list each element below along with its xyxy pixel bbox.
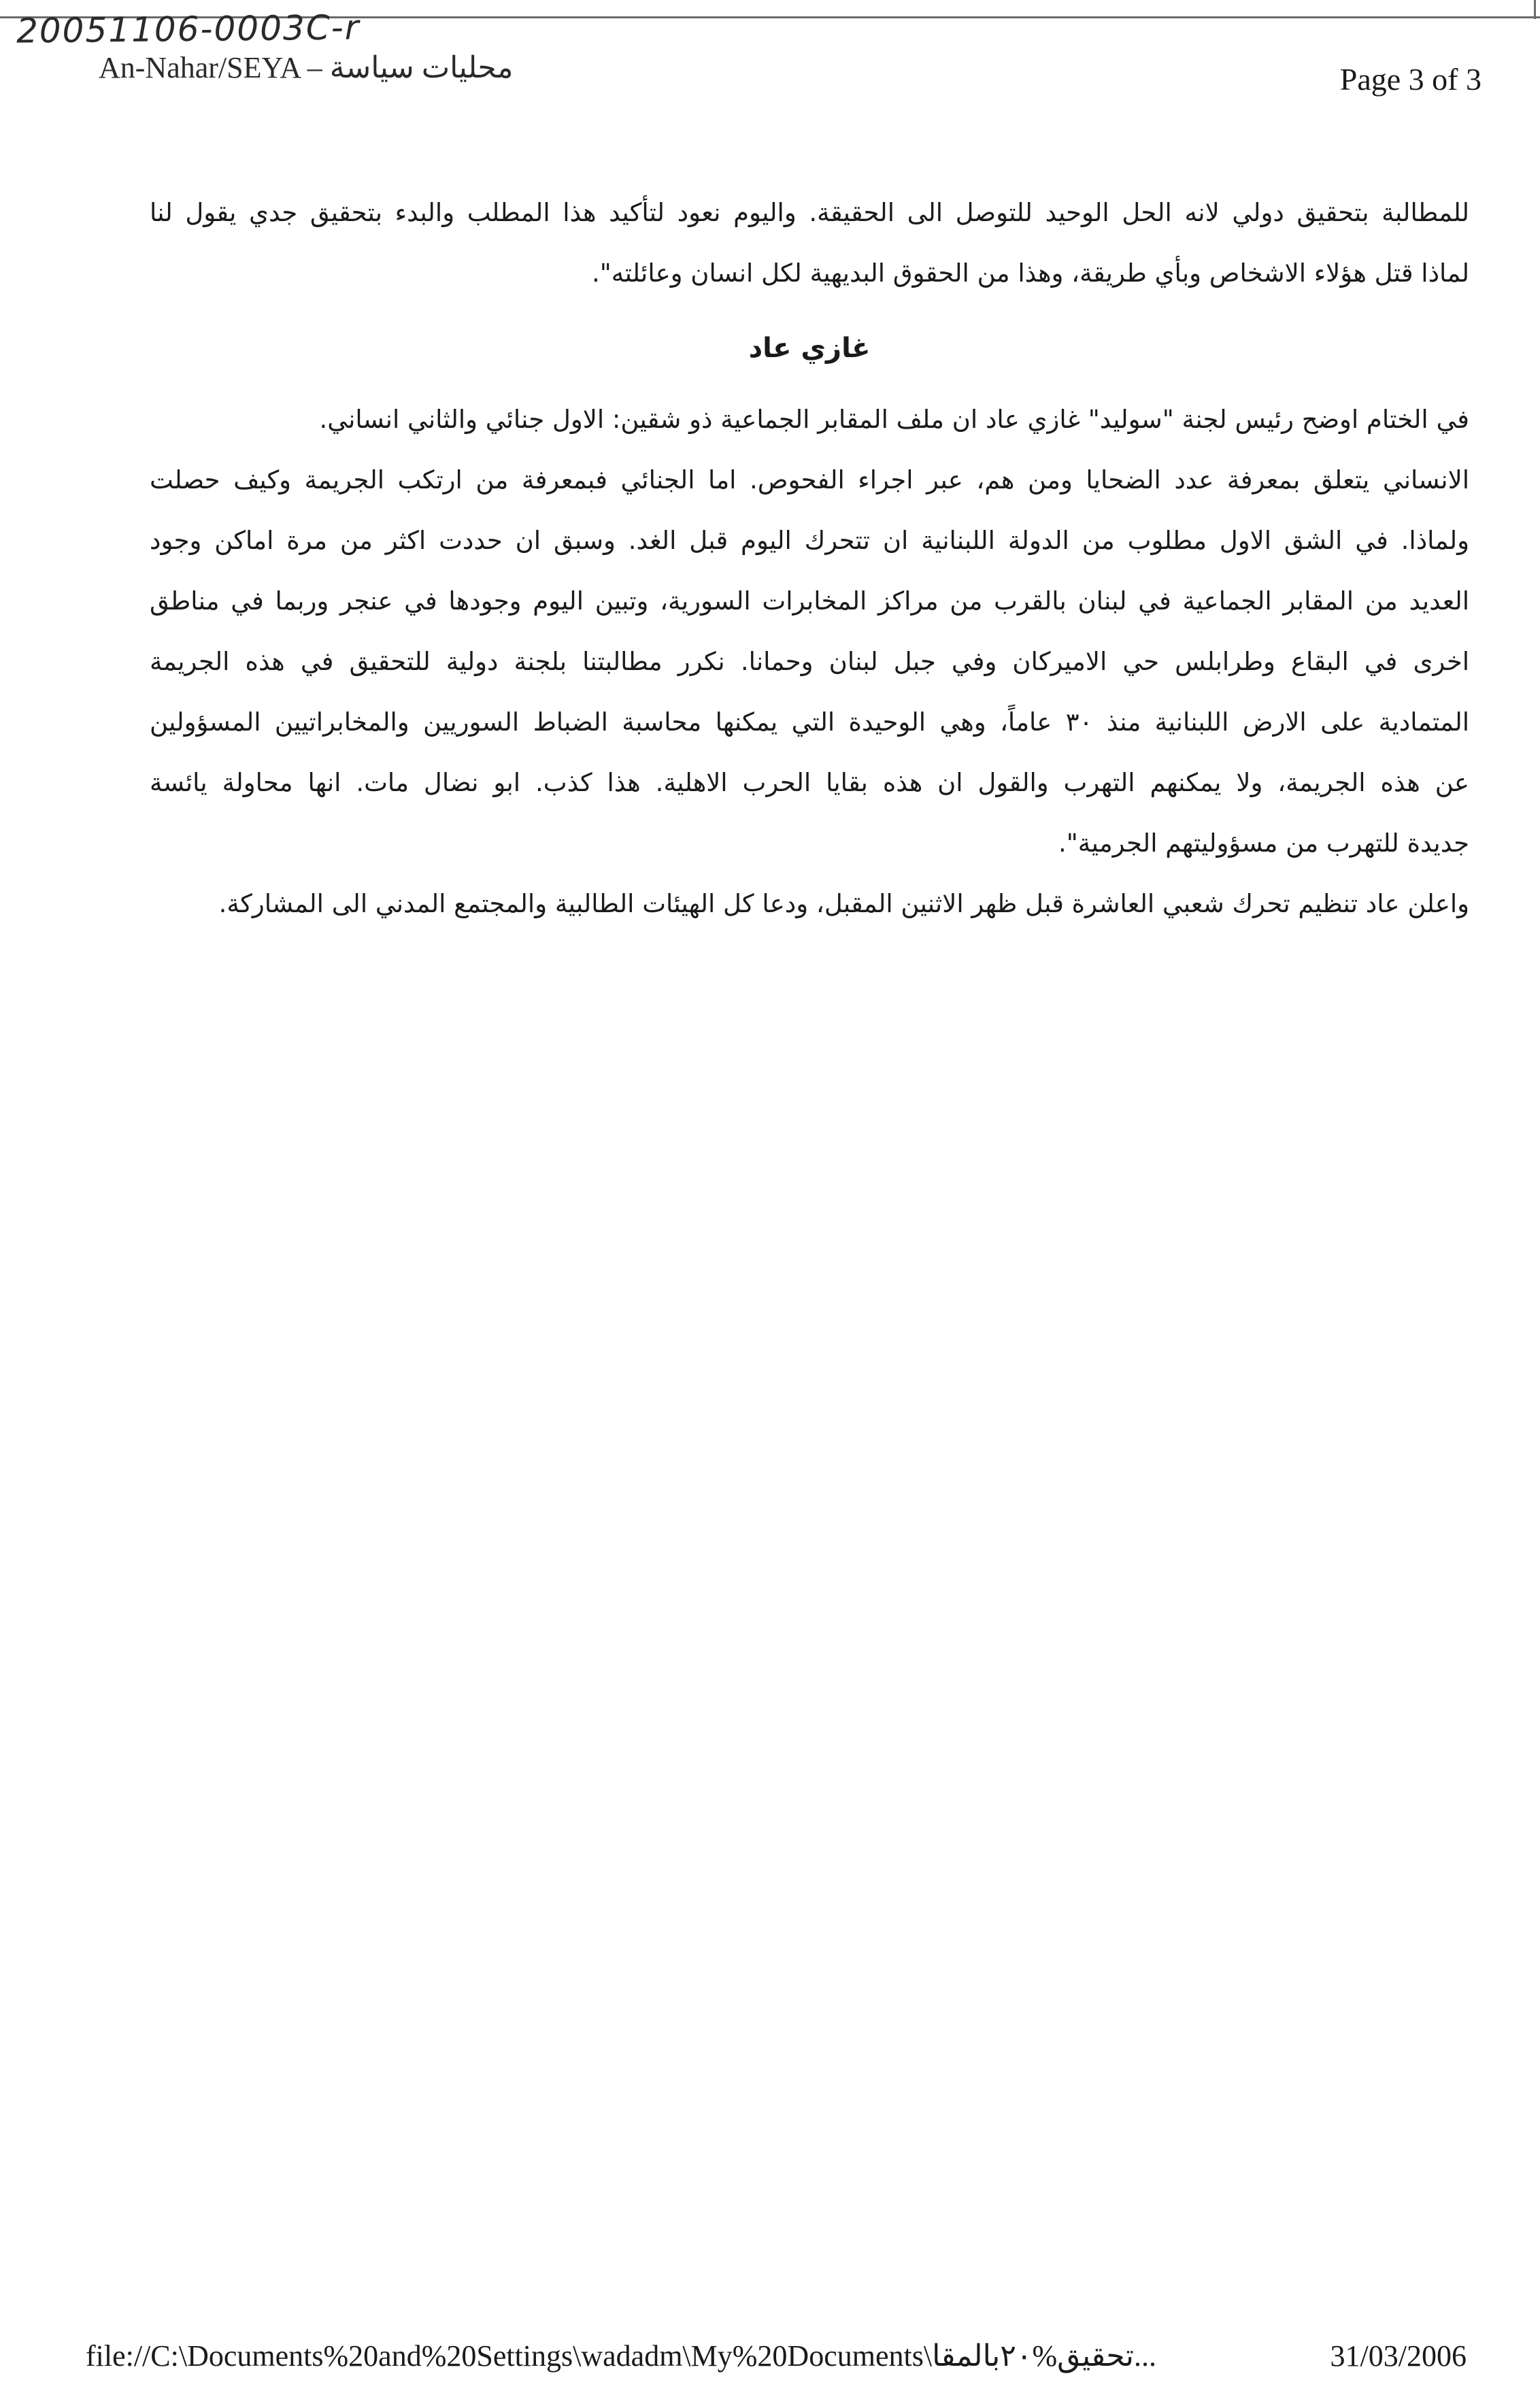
handwritten-reference-code: 20051106-0003C-r	[16, 7, 361, 51]
paragraph-line: في الختام اوضح رئيس لجنة "سوليد" غازي عاد ان ملف المقابر الجماعية ذو شقين: الاول جنائي والثاني انساني.	[319, 405, 1469, 434]
corner-mark	[1534, 0, 1536, 19]
paragraph-line: جديدة للتهرب من مسؤوليتهم الجرمية".	[1058, 829, 1469, 858]
paragraph-line: ولماذا. في الشق الاول مطلوب من الدولة اللبنانية ان تتحرك اليوم قبل الغد. وسبق ان حددت اكثر من مرة اماكن وجود	[150, 526, 1469, 555]
paragraph-line: العديد من المقابر الجماعية في لبنان بالقرب من مراكز المخابرات السورية، وتبين اليوم وجودها في عنجر وربما في مناطق	[150, 586, 1469, 616]
page-number: Page 3 of 3	[1339, 62, 1482, 97]
file-path-link[interactable]: file://C:\Documents%20and%20Settings\wadadm\My%20Documents\تحقيق%٢٠بالمقا...	[86, 2339, 1157, 2373]
paragraph-line: عن هذه الجريمة، ولا يمكنهم التهرب والقول ان هذه بقايا الحرب الاهلية. هذا كذب. ابو نضال مات. انها محاولة يائسة	[150, 768, 1469, 797]
paragraph-line: الانساني يتعلق بمعرفة عدد الضحايا ومن هم، عبر اجراء الفحوص. اما الجنائي فبمعرفة من ارتكب الجريمة وكيف حصلت	[150, 465, 1469, 495]
section-heading: غازي عاد	[748, 333, 871, 364]
source-label: An-Nahar/SEYA – محليات سياسة	[99, 51, 514, 84]
paragraph-line: لماذا قتل هؤلاء الاشخاص وبأي طريقة، وهذا من الحقوق البديهية لكل انسان وعائلته".	[592, 258, 1469, 288]
print-date: 31/03/2006	[1330, 2339, 1467, 2373]
paragraph-line: اخرى في البقاع وطرابلس حي الاميركان وفي جبل لبنان وحمانا. نكرر مطالبتنا بلجنة دولية للتحقيق في هذه الجريمة	[150, 647, 1469, 676]
article-body	[150, 182, 1469, 934]
paragraph-line: واعلن عاد تنظيم تحرك شعبي العاشرة قبل ظهر الاثنين المقبل، ودعا كل الهيئات الطالبية والمجتمع المدني الى المشاركة.	[218, 889, 1469, 918]
page-footer	[86, 2339, 1467, 2379]
paragraph-line: المتمادية على الارض اللبنانية منذ ٣٠ عاماً، وهي الوحيدة التي يمكنها محاسبة الضباط السوريين والمخابراتيين المسؤولين	[150, 707, 1469, 737]
paragraph-line: للمطالبة بتحقيق دولي لانه الحل الوحيد للتوصل الى الحقيقة. واليوم نعود لتأكيد هذا المطلب والبدء بتحقيق جدي يقول لنا	[150, 198, 1469, 227]
